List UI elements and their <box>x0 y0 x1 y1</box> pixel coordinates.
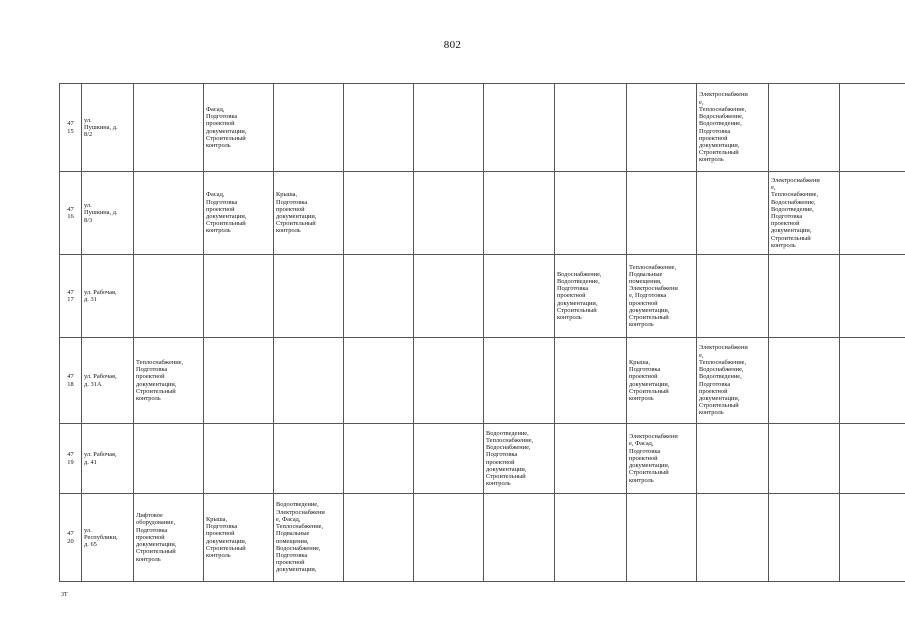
work-cell <box>484 338 555 424</box>
work-cell <box>769 424 840 494</box>
row-number-cell <box>60 172 82 255</box>
work-cell <box>414 172 484 255</box>
row-number-cell <box>60 494 82 582</box>
work-cell <box>697 172 769 255</box>
work-cell <box>840 172 905 255</box>
table-row <box>60 424 905 494</box>
work-cell: Теплоснабжение, Подготовка проектной документации, Строительный контроль <box>134 338 204 424</box>
work-cell <box>769 84 840 172</box>
work-cell: Фасад, Подготовка проектной документации, Строительный контроль <box>204 84 274 172</box>
row-number-cell <box>60 255 82 338</box>
work-cell <box>134 84 204 172</box>
work-cell <box>627 172 697 255</box>
row-number-top: 47 <box>67 451 74 459</box>
work-cell <box>204 338 274 424</box>
work-cell <box>555 424 627 494</box>
work-cell <box>697 255 769 338</box>
work-cell <box>134 172 204 255</box>
work-cell <box>344 172 414 255</box>
work-cell: Фасад, Подготовка проектной документации, Строительный контроль <box>204 172 274 255</box>
work-cell <box>555 338 627 424</box>
footer-mark: 3Т <box>61 592 68 598</box>
table-row <box>60 494 905 582</box>
row-number-top: 47 <box>67 288 74 296</box>
work-cell <box>840 494 905 582</box>
table-row <box>60 172 905 255</box>
work-cell <box>840 424 905 494</box>
work-cell <box>204 255 274 338</box>
work-cell <box>274 84 344 172</box>
page-number: 802 <box>443 39 462 51</box>
work-cell <box>484 84 555 172</box>
work-cell <box>344 338 414 424</box>
work-cell <box>414 424 484 494</box>
work-cell: Водоснабжение, Водоотведение, Подготовка проектной документации, Строительный контроль <box>555 255 627 338</box>
work-cell <box>344 84 414 172</box>
repair-schedule-table <box>59 83 905 582</box>
work-cell <box>204 424 274 494</box>
work-cell <box>484 255 555 338</box>
work-cell <box>414 255 484 338</box>
work-cell <box>484 172 555 255</box>
work-cell <box>555 494 627 582</box>
work-cell <box>134 255 204 338</box>
work-cell <box>484 494 555 582</box>
work-cell <box>274 424 344 494</box>
row-number-cell <box>60 84 82 172</box>
work-cell: Лифтовое оборудование, Подготовка проектной документации, Строительный контроль <box>134 494 204 582</box>
work-cell: Крыша, Подготовка проектной документации, Строительный контроль <box>627 338 697 424</box>
work-cell <box>769 494 840 582</box>
row-number-bottom: 20 <box>67 537 74 545</box>
work-cell <box>627 494 697 582</box>
work-cell <box>134 424 204 494</box>
work-cell <box>840 338 905 424</box>
work-cell: Электроснабжени е, Теплоснабжение, Водоснабжение, Водоотведение, Подготовка проектной документации, Строительный контроль <box>697 338 769 424</box>
table-row <box>60 84 905 172</box>
row-number-cell <box>60 424 82 494</box>
address-cell: ул. Пушкина, д. 8/3 <box>82 172 134 255</box>
address-cell: ул. Пушкина, д. 8/2 <box>82 84 134 172</box>
row-number-bottom: 18 <box>67 380 74 388</box>
work-cell <box>344 494 414 582</box>
table-row <box>60 255 905 338</box>
work-cell: Электроснабжени е, Фасад, Подготовка проектной документации, Строительный контроль <box>627 424 697 494</box>
row-number-top: 47 <box>67 530 74 538</box>
work-cell <box>274 255 344 338</box>
row-number-top: 47 <box>67 120 74 128</box>
work-cell <box>769 338 840 424</box>
work-cell <box>344 424 414 494</box>
work-cell: Теплоснабжение, Подвальные помещения, Электроснабжени е, Подготовка проектной документации, Строительный контроль <box>627 255 697 338</box>
work-cell <box>414 338 484 424</box>
work-cell: Электроснабжени е, Теплоснабжение, Водоснабжение, Водоотведение, Подготовка проектной документации, Строительный контроль <box>697 84 769 172</box>
work-cell: Электроснабжени е, Теплоснабжение, Водоснабжение, Водоотведение, Подготовка проектной документации, Строительный контроль <box>769 172 840 255</box>
work-cell: Водоотведение, Теплоснабжение, Водоснабжение, Подготовка проектной документации, Строительный контроль <box>484 424 555 494</box>
work-cell <box>840 84 905 172</box>
work-cell <box>555 84 627 172</box>
address-cell: ул. Рабочая, д. 41 <box>82 424 134 494</box>
row-number-bottom: 16 <box>67 213 74 220</box>
address-cell: ул. Республики, д. 65 <box>82 494 134 582</box>
work-cell: Крыша, Подготовка проектной документации, Строительный контроль <box>274 172 344 255</box>
work-cell <box>627 84 697 172</box>
work-cell <box>840 255 905 338</box>
work-cell <box>697 424 769 494</box>
row-number-bottom: 15 <box>67 127 74 135</box>
work-cell <box>697 494 769 582</box>
row-number-top: 47 <box>67 373 74 381</box>
row-number-top: 47 <box>67 205 74 213</box>
work-cell: Водоотведение, Электроснабжени е, Фасад, Теплоснабжение, Подвальные помещения, Водоснабжение, Подготовка проектной документации, <box>274 494 344 582</box>
work-cell <box>274 338 344 424</box>
work-cell: Крыша, Подготовка проектной документации, Строительный контроль <box>204 494 274 582</box>
row-number-bottom: 17 <box>67 296 74 303</box>
address-cell: ул. Рабочая, д. 31 <box>82 255 134 338</box>
row-number-cell <box>60 338 82 424</box>
work-cell <box>414 84 484 172</box>
work-cell <box>769 255 840 338</box>
work-cell <box>555 172 627 255</box>
row-number-bottom: 19 <box>67 458 74 466</box>
work-cell <box>344 255 414 338</box>
address-cell: ул. Рабочая, д. 31А <box>82 338 134 424</box>
table-row <box>60 338 905 424</box>
work-cell <box>414 494 484 582</box>
